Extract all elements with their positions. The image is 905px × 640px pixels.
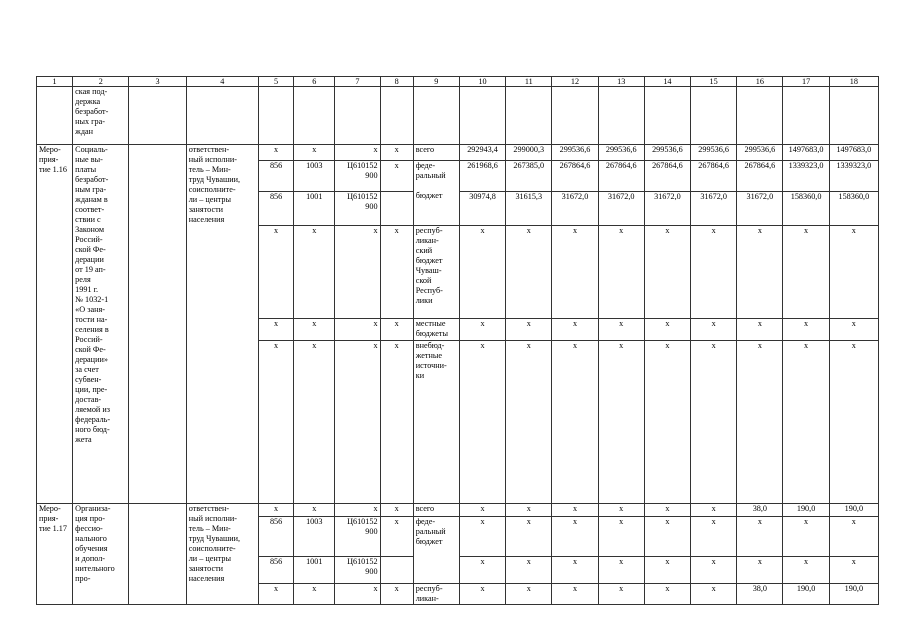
code-cell: 856 [259,160,294,191]
value-cell: x [691,516,737,556]
source-cell: бюджет [413,191,459,225]
header-cell: 4 [186,77,258,87]
code-cell: 1001 [294,191,335,225]
value-cell: x [459,225,505,318]
value-cell: 267864,6 [737,160,783,191]
header-cell: 16 [737,77,783,87]
value-cell: x [598,340,644,503]
empty-cell [552,87,598,145]
code-cell: Ц610152 900 [335,516,380,556]
source-cell: внебюд- жетные источни- ки [413,340,459,503]
header-cell: 7 [335,77,380,87]
value-cell: x [691,340,737,503]
source-cell: всего [413,145,459,161]
value-cell: 267385,0 [506,160,552,191]
value-cell: 31672,0 [644,191,690,225]
measure-title-cell: Меро- прия- тие 1.16 [37,145,73,504]
empty-cell [459,87,505,145]
header-cell: 11 [506,77,552,87]
code-cell: Ц610152 900 [335,160,380,191]
value-cell: 299536,6 [644,145,690,161]
value-cell: 261968,6 [459,160,505,191]
value-cell: x [459,557,505,584]
source-cell: всего [413,503,459,516]
value-cell: x [737,225,783,318]
empty-cell [259,87,294,145]
value-cell: x [644,340,690,503]
value-cell: 267864,6 [598,160,644,191]
value-cell: 190,0 [783,503,829,516]
value-cell: x [644,225,690,318]
executor-cell: ответствен- ный исполни- тель – Мин- труд Чувашии, соисполните- ли – центры занятости населения [186,145,258,226]
empty-cell [335,87,380,145]
source-cell: феде- ральный бюджет [413,516,459,556]
value-cell: 299536,6 [737,145,783,161]
value-cell: x [459,318,505,340]
code-cell: 1003 [294,516,335,556]
code-cell: 1001 [294,557,335,584]
continuation-row [37,87,879,145]
header-cell: 1 [37,77,73,87]
executor-cell: ответствен- ный исполни- тель – Мин- труд Чувашии, соисполните- ли – центры занятости населения [186,503,258,584]
value-cell: x [737,340,783,503]
value-cell: x [737,557,783,584]
value-cell: 30974,8 [459,191,505,225]
code-cell: x [335,340,380,503]
code-cell: 856 [259,557,294,584]
code-cell: x [380,516,413,556]
value-cell: x [737,516,783,556]
value-cell: x [506,340,552,503]
header-cell: 5 [259,77,294,87]
value-cell: 299536,6 [598,145,644,161]
continued-name-cell: ская под- держка безработ- ных гра- ждан [73,87,129,145]
value-cell: 31672,0 [552,191,598,225]
code-cell: x [259,584,294,605]
m117-row [37,503,879,516]
measure-name-cell: Организа- ция про- фессио- нального обучения и допол- нительного про- [73,503,129,605]
code-cell: 1003 [294,160,335,191]
value-cell: 267864,6 [691,160,737,191]
m116-row [37,145,879,161]
header-cell: 6 [294,77,335,87]
header-cell: 18 [829,77,878,87]
value-cell: x [459,584,505,605]
value-cell: x [459,340,505,503]
source-cell: респуб- ликан- ский бюджет Чуваш- ской Респуб- лики [413,225,459,318]
empty-cell [37,87,73,145]
code-cell: 856 [259,516,294,556]
value-cell: 190,0 [783,584,829,605]
value-cell: x [783,557,829,584]
code-cell: x [294,145,335,161]
value-cell: x [829,340,878,503]
value-cell: 190,0 [829,503,878,516]
value-cell: x [644,318,690,340]
value-cell: x [783,318,829,340]
code-cell: x [259,503,294,516]
empty-cell [691,87,737,145]
value-cell: x [552,557,598,584]
value-cell: 299536,6 [691,145,737,161]
value-cell: x [691,557,737,584]
value-cell: x [506,584,552,605]
code-cell: x [335,503,380,516]
source-cell: феде- ральный [413,160,459,191]
code-cell: x [294,503,335,516]
value-cell: 267864,6 [644,160,690,191]
value-cell: x [506,225,552,318]
value-cell: 190,0 [829,584,878,605]
value-cell: 292943,4 [459,145,505,161]
code-cell: x [380,225,413,318]
value-cell: x [829,318,878,340]
header-cell: 13 [598,77,644,87]
value-cell: x [829,557,878,584]
value-cell: x [598,557,644,584]
code-cell [380,557,413,584]
code-cell: x [294,318,335,340]
code-cell: x [380,318,413,340]
code-cell: x [335,225,380,318]
empty-cell [294,87,335,145]
header-cell: 8 [380,77,413,87]
code-cell: x [335,584,380,605]
value-cell: x [644,584,690,605]
value-cell: x [644,516,690,556]
empty-cell [783,87,829,145]
value-cell: x [598,516,644,556]
empty-cell [186,225,258,503]
value-cell: x [552,340,598,503]
value-cell: 158360,0 [829,191,878,225]
value-cell: x [598,503,644,516]
empty-cell [644,87,690,145]
measure-name-cell: Социаль- ные вы- платы безработ- ным гра- жданам в соответ- ствии с Законом Россий- ской Фе- дерации от 19 ап- реля 1991 г. № 1032-1 «О заня- тости на- селения в Россий- ской Фе- дерации» за счет субвен- ции, пре- достав- ляемой из федераль- ного бюд- жета [73,145,129,504]
value-cell: x [552,503,598,516]
value-cell: x [691,318,737,340]
value-cell: 31615,3 [506,191,552,225]
measure-title-cell: Меро- прия- тие 1.17 [37,503,73,605]
header-cell: 14 [644,77,690,87]
empty-cell [129,145,186,504]
empty-cell [598,87,644,145]
value-cell: 38,0 [737,584,783,605]
value-cell: x [783,516,829,556]
value-cell: x [552,516,598,556]
code-cell: Ц610152 900 [335,557,380,584]
empty-cell [186,87,258,145]
value-cell: x [598,318,644,340]
value-cell: x [552,318,598,340]
code-cell: x [380,160,413,191]
value-cell: x [737,318,783,340]
value-cell: 31672,0 [737,191,783,225]
value-cell: x [598,584,644,605]
code-cell: x [259,225,294,318]
value-cell: x [829,225,878,318]
value-cell: 299536,6 [552,145,598,161]
value-cell: 1497683,0 [829,145,878,161]
value-cell: x [506,503,552,516]
code-cell: x [294,225,335,318]
header-cell: 3 [129,77,186,87]
value-cell: x [506,557,552,584]
code-cell: x [380,503,413,516]
header-cell: 12 [552,77,598,87]
header-cell: 9 [413,77,459,87]
code-cell: Ц610152 900 [335,191,380,225]
source-cell [413,557,459,584]
budget-table [36,76,879,605]
empty-cell [737,87,783,145]
empty-cell [186,584,258,605]
value-cell: 31672,0 [598,191,644,225]
value-cell: 31672,0 [691,191,737,225]
value-cell: 267864,6 [552,160,598,191]
value-cell: x [552,225,598,318]
empty-cell [829,87,878,145]
code-cell: x [259,318,294,340]
value-cell: 38,0 [737,503,783,516]
value-cell: 1497683,0 [783,145,829,161]
value-cell: x [644,557,690,584]
value-cell: x [644,503,690,516]
value-cell: x [829,516,878,556]
header-cell: 15 [691,77,737,87]
code-cell: x [294,340,335,503]
header-row [37,77,879,87]
value-cell: 1339323,0 [783,160,829,191]
code-cell: 856 [259,191,294,225]
value-cell: 1339323,0 [829,160,878,191]
code-cell: x [380,584,413,605]
value-cell: x [459,503,505,516]
header-cell: 10 [459,77,505,87]
code-cell: x [335,318,380,340]
source-cell: респуб- ликан- [413,584,459,605]
value-cell: x [506,318,552,340]
code-cell: x [259,340,294,503]
empty-cell [380,87,413,145]
code-cell: x [380,145,413,161]
code-cell: x [335,145,380,161]
code-cell: x [380,340,413,503]
value-cell: 299000,3 [506,145,552,161]
code-cell: x [294,584,335,605]
source-cell: местные бюджеты [413,318,459,340]
value-cell: x [598,225,644,318]
value-cell: x [783,225,829,318]
empty-cell [506,87,552,145]
value-cell: 158360,0 [783,191,829,225]
value-cell: x [691,503,737,516]
value-cell: x [459,516,505,556]
value-cell: x [552,584,598,605]
value-cell: x [506,516,552,556]
value-cell: x [691,584,737,605]
empty-cell [129,87,186,145]
empty-cell [413,87,459,145]
header-cell: 2 [73,77,129,87]
value-cell: x [783,340,829,503]
value-cell: x [691,225,737,318]
empty-cell [129,503,186,605]
code-cell [380,191,413,225]
header-cell: 17 [783,77,829,87]
code-cell: x [259,145,294,161]
